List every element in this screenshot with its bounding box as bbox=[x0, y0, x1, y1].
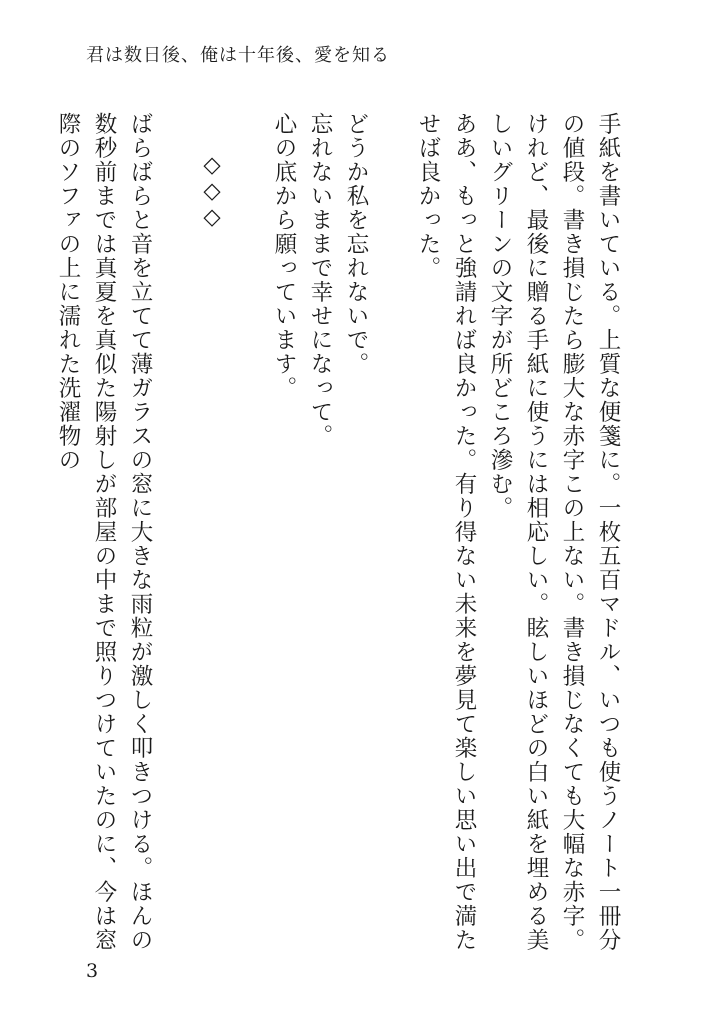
vertical-body-text bbox=[55, 112, 626, 962]
paragraph: ああ、もっと強請れば良かった。有り得ない未来を夢見て楽しい思い出で満たせば良かった。 bbox=[415, 112, 477, 952]
blank-line bbox=[230, 112, 266, 962]
paragraph: ばらばらと音を立てて薄ガラスの窓に大きな雨粒が激しく叩きつける。ほんの数秒前までは真夏を真似た陽射しが部屋の中まで照りつけていたのに、今は窓際のソファの上に濡れた洗濯物の bbox=[55, 112, 153, 952]
page-number: 3 bbox=[86, 960, 99, 982]
blank-line bbox=[158, 112, 194, 962]
paragraph: 忘れないままで幸せになって。 bbox=[307, 112, 333, 448]
running-head: 君は数日後、俺は十年後、愛を知る bbox=[86, 45, 390, 66]
scene-separator: ◇◇◇ bbox=[199, 152, 225, 230]
paragraph: 手紙を書いている。上質な便箋に。一枚五百マドル、いつも使うノート一冊分の値段。書き損じたら膨大な赤字この上ない。書き損じなくても大幅な赤字。けれど、最後に贈る手紙に使うには相応しい。眩しいほどの白い紙を埋める美しいグリーンの文字が所どころ滲む。 bbox=[487, 112, 621, 952]
blank-line bbox=[374, 112, 410, 962]
paragraph: どうか私を忘れないで。 bbox=[343, 112, 369, 376]
paragraph: 心の底から願っています。 bbox=[271, 112, 297, 400]
